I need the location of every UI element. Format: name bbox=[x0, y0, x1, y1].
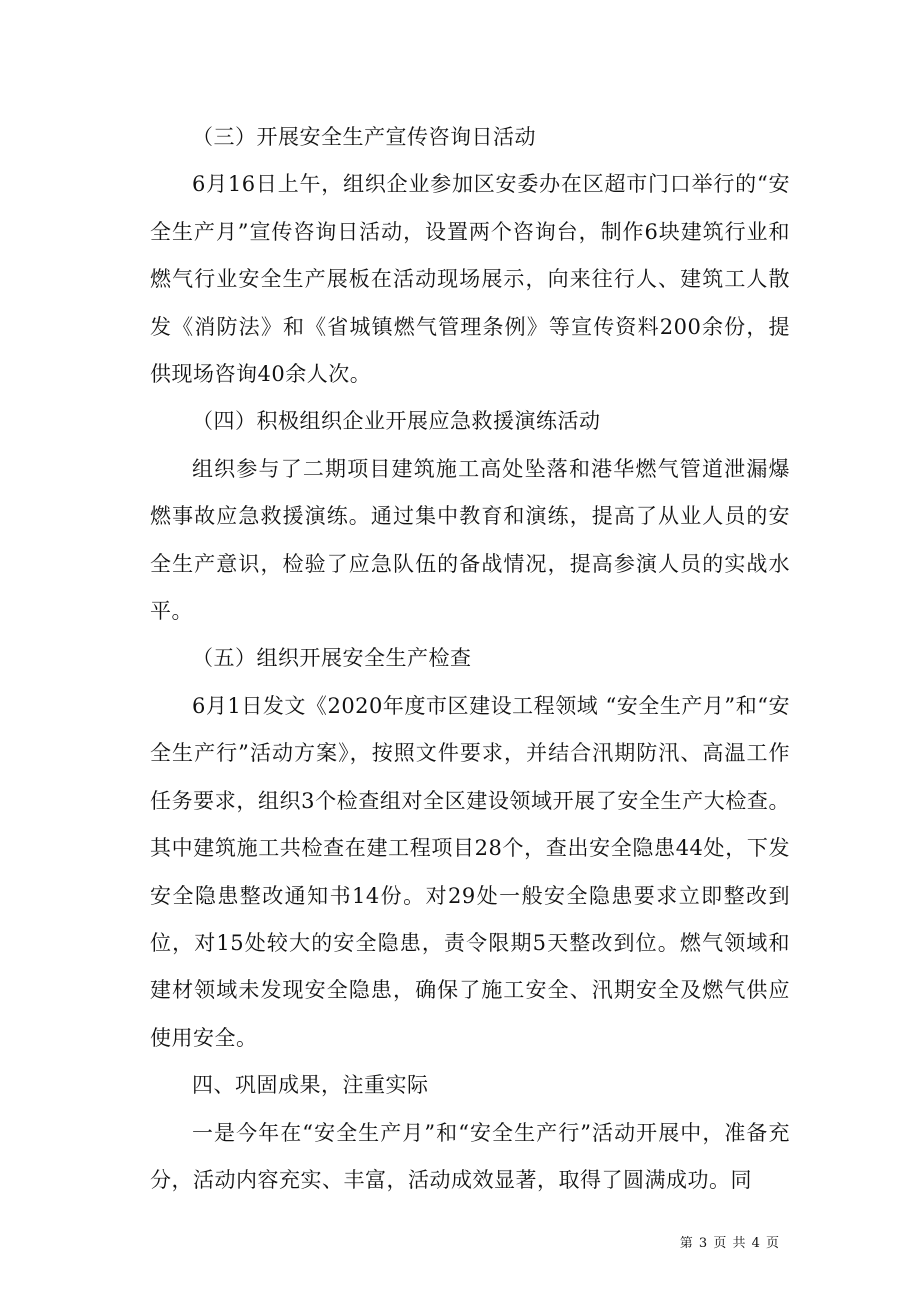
section-5-heading: （五）组织开展安全生产检查 bbox=[192, 646, 472, 671]
part-4-heading: 四、巩固成果，注重实际 bbox=[192, 1073, 429, 1098]
page-number-footer: 第 3 页 共 4 页 bbox=[679, 1236, 780, 1251]
section-3-body: 6月16日上午，组织企业参加区安委办在区超市门口举行的“安全生产月”宣传咨询日活动，设置两个咨询台，制作6块建筑行业和燃气行业安全生产展板在活动现场展示，向来往行人、建筑工人散发《消防法》和《省城镇燃气管理条例》等宣传资料200余份，提供现场咨询40余人次。 bbox=[150, 172, 790, 387]
document-body bbox=[150, 114, 790, 1204]
section-5-body: 6月1日发文《2020年度市区建设工程领域 “安全生产月”和“安全生产行”活动方案》，按照文件要求，并结合汛期防汛、高温工作任务要求，组织3个检查组对全区建设领域开展了安全生产大检查。其中建筑施工共检查在建工程项目28个，查出安全隐患44处，下发安全隐患整改通知书14份。对29处一般安全隐患要求立即整改到位，对15处较大的安全隐患，责令限期5天整改到位。燃气领域和建材领域未发现安全隐患，确保了施工安全、汛期安全及燃气供应使用安全。 bbox=[150, 693, 790, 1050]
part-4-body: 一是今年在“安全生产月”和“安全生产行”活动开展中，准备充分，活动内容充实、丰富，活动成效显著，取得了圆满成功。同 bbox=[150, 1120, 790, 1192]
section-3-heading: （三）开展安全生产宣传咨询日活动 bbox=[192, 125, 536, 149]
section-4-heading: （四）积极组织企业开展应急救援演练活动 bbox=[192, 409, 601, 434]
section-4-body: 组织参与了二期项目建筑施工高处坠落和港华燃气管道泄漏爆燃事故应急救援演练。通过集中教育和演练，提高了从业人员的安全生产意识，检验了应急队伍的备战情况，提高参演人员的实战水平。 bbox=[150, 456, 790, 624]
